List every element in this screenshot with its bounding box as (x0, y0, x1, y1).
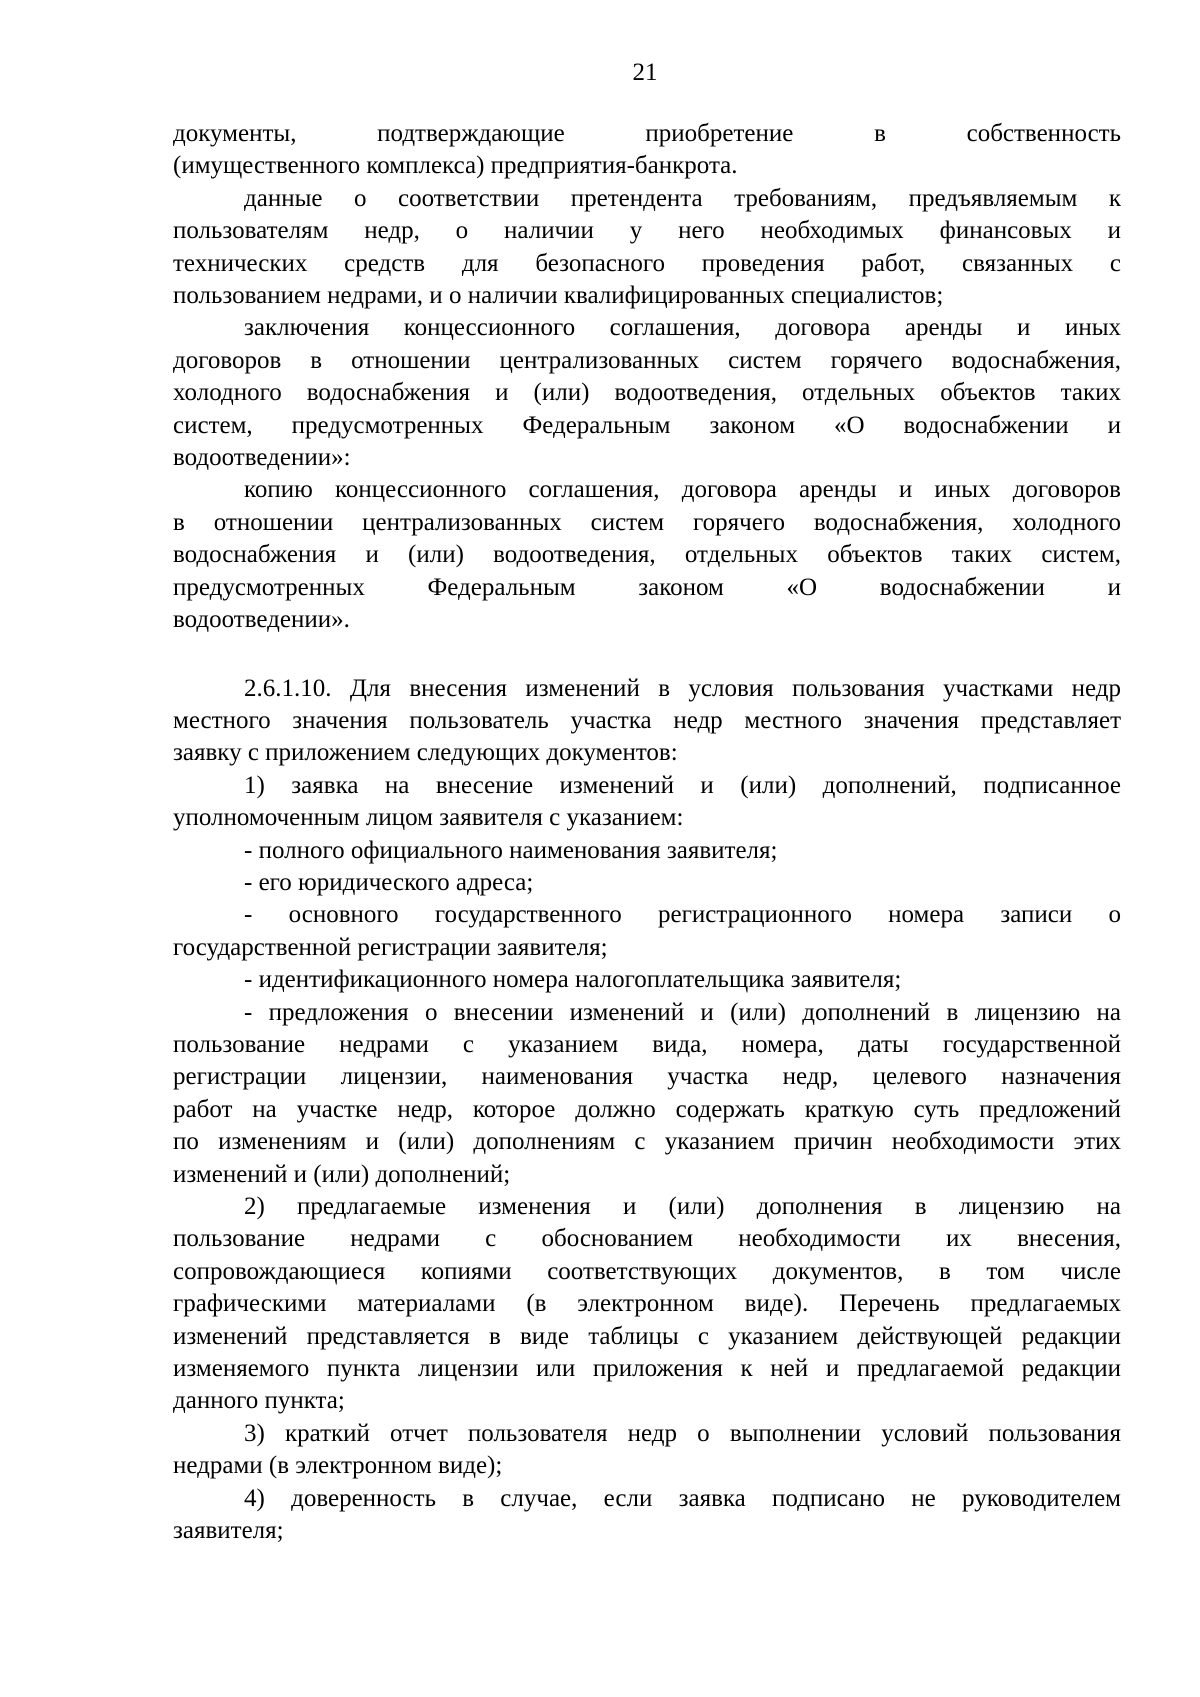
page-number: 21 (632, 59, 658, 86)
text-line: - предложения о внесении изменений и (или) дополнений в лицензию на (244, 998, 1121, 1026)
document-body (173, 118, 1121, 1547)
text-line: договоров в отношении централизованных систем горячего водоснабжения, (173, 346, 1121, 374)
text-line: графическими материалами (в электронном виде). Перечень предлагаемых (173, 1290, 1121, 1318)
paragraph (173, 964, 1121, 996)
text-line: - идентификационного номера налогоплательщика заявителя; (244, 966, 902, 994)
paragraph (173, 1191, 1121, 1418)
text-line: в отношении централизованных систем горячего водоснабжения, холодного (173, 508, 1121, 536)
text-line: пользование недрами с обоснованием необходимости их внесения, (173, 1225, 1121, 1253)
text-line: данного пункта; (173, 1387, 345, 1415)
text-line: государственной регистрации заявителя; (173, 933, 608, 961)
text-line: 2.6.1.10. Для внесения изменений в условия пользования участками недр (244, 674, 1121, 702)
text-line: изменений представляется в виде таблицы с указанием действующей редакции (173, 1322, 1121, 1350)
text-line: копию концессионного соглашения, договора аренды и иных договоров (244, 476, 1121, 504)
paragraph (173, 673, 1121, 770)
text-line: уполномоченным лицом заявителя с указанием: (173, 804, 684, 832)
text-line: изменяемого пункта лицензии или приложения к ней и предлагаемой редакции (173, 1355, 1121, 1383)
text-line: водоотведении»: (173, 444, 351, 472)
paragraph (173, 474, 1121, 636)
text-line: регистрации лицензии, наименования участка недр, целевого назначения (173, 1063, 1121, 1091)
text-line: - основного государственного регистрационного номера записи о (244, 901, 1121, 929)
paragraph (173, 1418, 1121, 1483)
paragraph (173, 312, 1121, 474)
text-line: водоснабжения и (или) водоотведения, отдельных объектов таких систем, (173, 541, 1121, 569)
paragraph (173, 997, 1121, 1191)
paragraph (173, 867, 1121, 899)
text-line: документы, подтверждающие приобретение в собственность (173, 120, 1121, 147)
text-line: по изменениям и (или) дополнениям с указанием причин необходимости этих (173, 1128, 1121, 1156)
text-line: (имущественного комплекса) предприятия-банкрота. (173, 152, 738, 180)
text-line: 3) краткий отчет пользователя недр о выполнении условий пользования (244, 1419, 1121, 1447)
text-line: - полного официального наименования заявителя; (244, 836, 778, 864)
text-line: заявку с приложением следующих документов: (173, 739, 678, 767)
paragraph (173, 835, 1121, 867)
paragraph (173, 118, 1121, 183)
text-line: водоотведении». (173, 606, 350, 634)
text-line: работ на участке недр, которое должно содержать краткую суть предложений (173, 1095, 1121, 1123)
text-line: данные о соответствии претендента требованиям, предъявляемым к (244, 184, 1121, 212)
text-line: пользователям недр, о наличии у него необходимых финансовых и (173, 217, 1121, 245)
text-line: технических средств для безопасного проведения работ, связанных с (173, 249, 1121, 277)
text-line: изменений и (или) дополнений; (173, 1160, 511, 1188)
paragraph (173, 770, 1121, 835)
paragraph (173, 183, 1121, 313)
text-line: 2) предлагаемые изменения и (или) дополнения в лицензию на (244, 1193, 1121, 1220)
text-line: местного значения пользователь участка недр местного значения представляет (173, 706, 1121, 734)
text-line: 1) заявка на внесение изменений и (или) дополнений, подписанное (244, 771, 1121, 799)
text-line: недрами (в электронном виде); (173, 1452, 503, 1480)
paragraph (173, 899, 1121, 964)
text-line: холодного водоснабжения и (или) водоотведения, отдельных объектов таких (173, 379, 1121, 407)
text-line: заявителя; (173, 1517, 284, 1545)
text-line: предусмотренных Федеральным законом «О водоснабжении и (173, 573, 1121, 601)
text-line: пользование недрами с указанием вида, номера, даты государственной (173, 1030, 1121, 1058)
text-line: - его юридического адреса; (244, 868, 534, 896)
text-line: пользованием недрами, и о наличии квалифицированных специалистов; (173, 282, 944, 310)
paragraph (173, 1483, 1121, 1548)
text-line: сопровождающиеся копиями соответствующих документов, в том числе (173, 1257, 1121, 1285)
text-line: заключения концессионного соглашения, договора аренды и иных (244, 314, 1121, 342)
text-line: систем, предусмотренных Федеральным законом «О водоснабжении и (173, 411, 1121, 439)
text-line: 4) доверенность в случае, если заявка подписано не руководителем (244, 1484, 1121, 1512)
